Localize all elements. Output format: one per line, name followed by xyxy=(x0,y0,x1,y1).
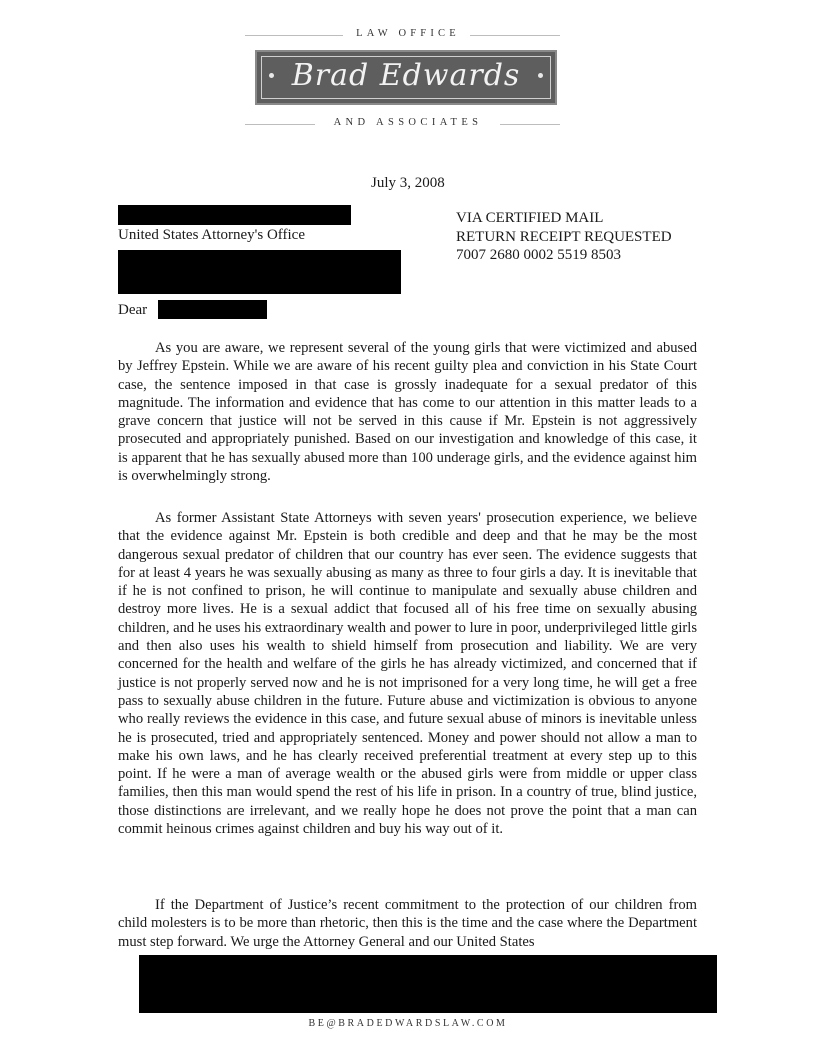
letterhead-and-associates: AND ASSOCIATES xyxy=(333,117,483,128)
redacted-recipient-name xyxy=(118,205,351,225)
body-paragraph-2: As former Assistant State Attorneys with seven years' prosecution experience, we believe that the evidence against Mr. Epstein is both credible and deep and that he may be the most dangerous sexual predator of children that our country has ever seen. The evidence suggests that for at least 4 years he was sexually abusing as many as three to four girls a day. It is inevitable that if he is not confined to prison, he will continue to manipulate and sexually abuse children and destroy more lives. He is a sexual addict that focused all of his free time on sexually abusing children, and he uses his extraordinary wealth and power to lure in poor, underprivileged little girls and then also uses his wealth to shield himself from prosecution and liability. We are very concerned for the health and welfare of the girls he has already victimized, and concerned that if justice is not properly served now and he is not imprisoned for a very long time, he will get a free pass to sexually abuse children in the future. Future abuse and victimization is obvious to anyone who really reviews the evidence in this case, and future sexual abuse of minors is inevitable unless he is prosecuted, tried and appropriately sentenced. Money and power should not allow a man to make his own laws, and he has clearly received preferential treatment at every step up to this point. If he were a man of average wealth or the abused girls were from middle or upper class families, then this man would spend the rest of his life in prison. In a country of true, blind justice, those distinctions are irrelevant, and we really hope he does not prove the point that a man can commit heinous crimes against children and buy his way out of it. xyxy=(118,510,697,838)
tracking-number: 7007 2680 0002 5519 8503 xyxy=(456,247,621,263)
footer-email: BE@BRADEDWARDSLAW.COM xyxy=(308,1018,508,1029)
letterhead-logo-name: Brad Edwards xyxy=(291,58,521,93)
logo-right-dot-icon xyxy=(538,73,543,78)
letterhead-law-office: LAW OFFICE xyxy=(356,28,460,39)
body-paragraph-3: If the Department of Justice’s recent commitment to the protection of our children from child molesters is to be more than rhetoric, then this is the time and the case where the Department must step forward. We urge the Attorney General and our United States xyxy=(118,897,697,950)
letter-date: July 3, 2008 xyxy=(371,175,445,191)
redacted-salutation-name xyxy=(158,300,267,319)
delivery-receipt: RETURN RECEIPT REQUESTED xyxy=(456,229,672,245)
letterhead-logo-banner xyxy=(255,50,557,105)
redacted-recipient-address xyxy=(118,250,401,294)
recipient-office: United States Attorney's Office xyxy=(118,227,305,243)
redacted-footer-block xyxy=(139,955,717,1013)
delivery-method: VIA CERTIFIED MAIL xyxy=(456,210,604,226)
salutation: Dear xyxy=(118,302,148,318)
body-paragraph-1: As you are aware, we represent several of the young girls that were victimized and abused by Jeffrey Epstein. While we are aware of his recent guilty plea and conviction in his State Court case, the sentence imposed in that case is grossly inadequate for a sexual predator of this magnitude. The information and evidence that has come to our attention in this matter leads to a grave concern that justice will not be served in this cause if Mr. Epstein is not aggressively prosecuted and appropriately punished. Based on our investigation and knowledge of this case, it is apparent that he has sexually abused more than 100 underage girls, and the evidence against him is overwhelmingly strong. xyxy=(118,340,697,485)
